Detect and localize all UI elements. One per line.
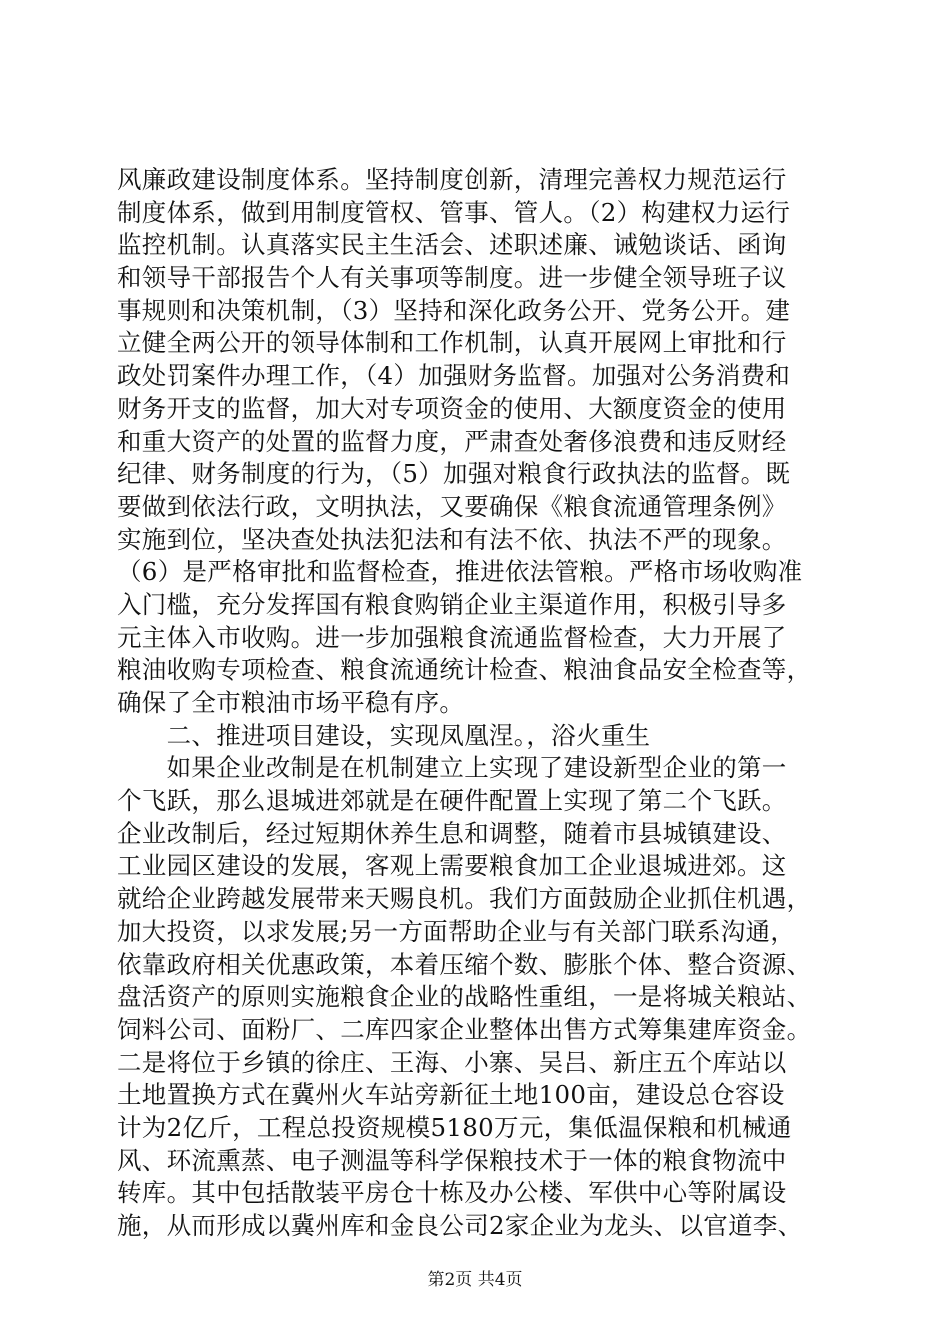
text-line: 制度体系，做到用制度管权、管事、管人。（2）构建权力运行 — [117, 197, 791, 227]
text-line: 事规则和决策机制，（3）坚持和深化政务公开、党务公开。建 — [117, 295, 791, 325]
text-line: 纪律、财务制度的行为，（5）加强对粮食行政执法的监督。既 — [117, 459, 791, 489]
text-line: 工业园区建设的发展，客观上需要粮食加工企业退城进郊。这 — [117, 851, 787, 881]
text-line: 盘活资产的原则实施粮食企业的战略性重组，一是将城关粮站、 — [117, 982, 812, 1012]
text-line: 企业改制后，经过短期休养生息和调整，随着市县城镇建设、 — [117, 818, 787, 848]
body-text — [117, 164, 857, 1243]
text-line: 实施到位，坚决查处执法犯法和有法不依、执法不严的现象。 — [117, 524, 787, 554]
text-line: 立健全两公开的领导体制和工作机制，认真开展网上审批和行 — [117, 328, 787, 358]
text-line: 施，从而形成以冀州库和金良公司2家企业为龙头、以官道李、 — [117, 1211, 803, 1240]
text-line: 饲料公司、面粉厂、二库四家企业整体出售方式筹集建库资金。 — [117, 1014, 812, 1044]
text-line: 元主体入市收购。进一步加强粮食流通监督检查，大力开展了 — [117, 622, 787, 652]
text-line: 粮油收购专项检查、粮食流通统计检查、粮油食品安全检查等， — [117, 655, 812, 685]
text-line: 风廉政建设制度体系。坚持制度创新，清理完善权力规范运行 — [117, 165, 787, 194]
text-line: 要做到依法行政，文明执法，又要确保《粮食流通管理条例》 — [117, 491, 787, 521]
section-heading: 二、推进项目建设，实现凤凰涅。，浴火重生 — [117, 720, 651, 750]
text-line: 入门槛，充分发挥国有粮食购销企业主渠道作用，积极引导多 — [117, 589, 787, 619]
text-line: 加大投资，以求发展;另一方面帮助企业与有关部门联系沟通， — [117, 916, 796, 946]
text-line: 财务开支的监督，加大对专项资金的使用、大额度资金的使用 — [117, 393, 787, 423]
text-line: 如果企业改制是在机制建立上实现了建设新型企业的第一 — [117, 753, 787, 783]
text-line: 二是将位于乡镇的徐庄、王海、小寨、吴吕、新庄五个库站以 — [117, 1047, 787, 1077]
text-line: 个飞跃，那么退城进郊就是在硬件配置上实现了第二个飞跃。 — [117, 786, 787, 816]
text-line: 计为2亿斤，工程总投资规模5180万元，集低温保粮和机械通 — [117, 1112, 792, 1142]
text-line: 监控机制。认真落实民主生活会、述职述廉、诫勉谈话、函询 — [117, 230, 787, 260]
text-line: 土地置换方式在冀州火车站旁新征土地100亩，建设总仓容设 — [117, 1080, 785, 1110]
text-line: 依靠政府相关优惠政策，本着压缩个数、膨胀个体、整合资源、 — [117, 949, 812, 979]
text-line: 风、环流熏蒸、电子测温等科学保粮技术于一体的粮食物流中 — [117, 1145, 787, 1175]
text-line: 和重大资产的处置的监督力度，严肃查处奢侈浪费和违反财经 — [117, 426, 787, 456]
text-line: 确保了全市粮油市场平稳有序。 — [117, 688, 465, 717]
text-line: （6）是严格审批和监督检查，推进依法管粮。严格市场收购准 — [117, 557, 803, 587]
text-line: 就给企业跨越发展带来天赐良机。我们方面鼓励企业抓住机遇， — [117, 884, 812, 914]
text-line: 转库。其中包括散装平房仓十栋及办公楼、军供中心等附属设 — [117, 1178, 787, 1208]
text-line: 和领导干部报告个人有关事项等制度。进一步健全领导班子议 — [117, 263, 787, 293]
page-number-footer: 第2页 共4页 — [427, 1270, 523, 1290]
text-line: 政处罚案件办理工作，（4）加强财务监督。加强对公务消费和 — [117, 361, 791, 391]
